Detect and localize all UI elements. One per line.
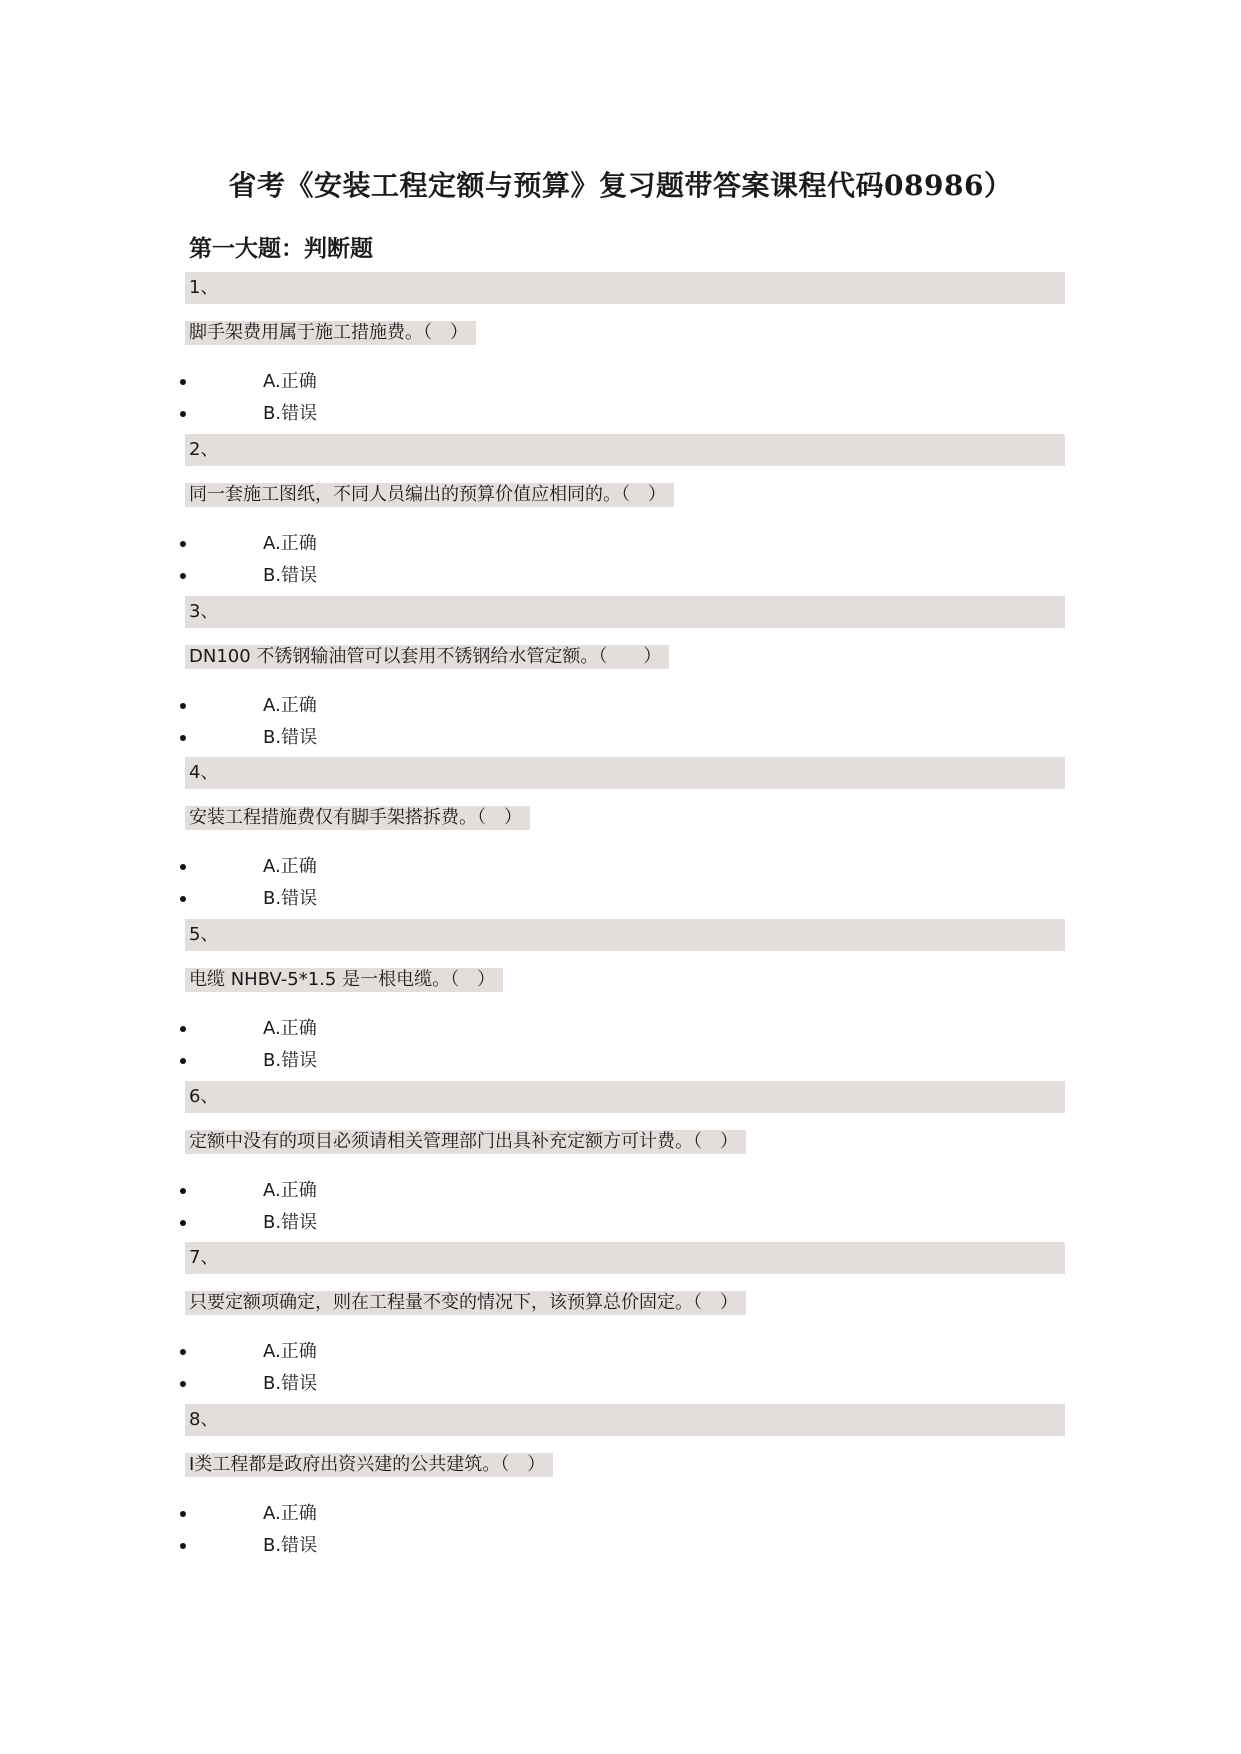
bullet-icon bbox=[180, 1026, 186, 1032]
question-text: 安装工程措施费仅有脚手架搭拆费。（ ） bbox=[185, 806, 530, 830]
option-b[interactable] bbox=[185, 883, 1065, 915]
question-text: 脚手架费用属于施工措施费。（ ） bbox=[185, 321, 476, 345]
question-text: 定额中没有的项目必须请相关管理部门出具补充定额方可计费。（ ） bbox=[185, 1130, 746, 1154]
document-title: 省考《安装工程定额与预算》复习题带答案课程代码08986） bbox=[228, 169, 1013, 202]
option-list bbox=[185, 851, 1065, 915]
bullet-icon bbox=[180, 411, 186, 417]
option-b[interactable] bbox=[185, 722, 1065, 754]
option-a[interactable] bbox=[185, 1336, 1065, 1368]
question-number: 3、 bbox=[185, 596, 1065, 628]
bullet-icon bbox=[180, 1188, 186, 1194]
option-label: B.错误 bbox=[263, 1373, 318, 1394]
option-label: A.正确 bbox=[263, 1018, 317, 1039]
bullet-icon bbox=[180, 896, 186, 902]
option-list bbox=[185, 528, 1065, 592]
bullet-icon bbox=[180, 1381, 186, 1387]
question-text: Ⅰ类工程都是政府出资兴建的公共建筑。（ ） bbox=[185, 1453, 553, 1477]
question-block bbox=[185, 434, 1065, 592]
bullet-icon bbox=[180, 573, 186, 579]
option-label: B.错误 bbox=[263, 565, 318, 586]
bullet-icon bbox=[180, 1511, 186, 1517]
option-list bbox=[185, 1498, 1065, 1562]
option-b[interactable] bbox=[185, 1368, 1065, 1400]
question-block bbox=[185, 1242, 1065, 1400]
question-block bbox=[185, 1081, 1065, 1239]
question-block bbox=[185, 919, 1065, 1077]
option-label: A.正确 bbox=[263, 371, 317, 392]
option-a[interactable] bbox=[185, 1175, 1065, 1207]
option-list bbox=[185, 366, 1065, 430]
question-text: 只要定额项确定，则在工程量不变的情况下，该预算总价固定。（ ） bbox=[185, 1291, 746, 1315]
question-number: 1、 bbox=[185, 272, 1065, 304]
question-block bbox=[185, 1404, 1065, 1562]
option-b[interactable] bbox=[185, 1530, 1065, 1562]
option-label: A.正确 bbox=[263, 856, 317, 877]
option-a[interactable] bbox=[185, 1013, 1065, 1045]
option-list bbox=[185, 690, 1065, 754]
option-label: B.错误 bbox=[263, 1212, 318, 1233]
option-label: B.错误 bbox=[263, 727, 318, 748]
question-block bbox=[185, 272, 1065, 430]
option-b[interactable] bbox=[185, 398, 1065, 430]
option-label: B.错误 bbox=[263, 1535, 318, 1556]
bullet-icon bbox=[180, 735, 186, 741]
question-number: 2、 bbox=[185, 434, 1065, 466]
bullet-icon bbox=[180, 864, 186, 870]
option-list bbox=[185, 1013, 1065, 1077]
question-number: 7、 bbox=[185, 1242, 1065, 1274]
question-text: 电缆 NHBV-5*1.5 是一根电缆。（ ） bbox=[185, 968, 503, 992]
option-label: A.正确 bbox=[263, 1180, 317, 1201]
option-a[interactable] bbox=[185, 690, 1065, 722]
option-label: A.正确 bbox=[263, 1341, 317, 1362]
option-b[interactable] bbox=[185, 560, 1065, 592]
bullet-icon bbox=[180, 1543, 186, 1549]
question-number: 5、 bbox=[185, 919, 1065, 951]
bullet-icon bbox=[180, 703, 186, 709]
option-b[interactable] bbox=[185, 1045, 1065, 1077]
bullet-icon bbox=[180, 379, 186, 385]
bullet-icon bbox=[180, 1220, 186, 1226]
question-number: 6、 bbox=[185, 1081, 1065, 1113]
option-a[interactable] bbox=[185, 366, 1065, 398]
option-b[interactable] bbox=[185, 1207, 1065, 1239]
option-a[interactable] bbox=[185, 851, 1065, 883]
question-text: DN100 不锈钢输油管可以套用不锈钢给水管定额。（ ） bbox=[185, 645, 669, 669]
question-text: 同一套施工图纸，不同人员编出的预算价值应相同的。（ ） bbox=[185, 483, 674, 507]
option-list bbox=[185, 1336, 1065, 1400]
option-list bbox=[185, 1175, 1065, 1239]
option-label: A.正确 bbox=[263, 1503, 317, 1524]
question-block bbox=[185, 596, 1065, 754]
option-label: A.正确 bbox=[263, 533, 317, 554]
bullet-icon bbox=[180, 1058, 186, 1064]
option-a[interactable] bbox=[185, 528, 1065, 560]
question-number: 4、 bbox=[185, 757, 1065, 789]
bullet-icon bbox=[180, 541, 186, 547]
option-label: B.错误 bbox=[263, 1050, 318, 1071]
option-a[interactable] bbox=[185, 1498, 1065, 1530]
option-label: A.正确 bbox=[263, 695, 317, 716]
bullet-icon bbox=[180, 1349, 186, 1355]
option-label: B.错误 bbox=[263, 403, 318, 424]
question-block bbox=[185, 757, 1065, 915]
section-title: 第一大题：判断题 bbox=[189, 236, 373, 262]
question-number: 8、 bbox=[185, 1404, 1065, 1436]
option-label: B.错误 bbox=[263, 888, 318, 909]
